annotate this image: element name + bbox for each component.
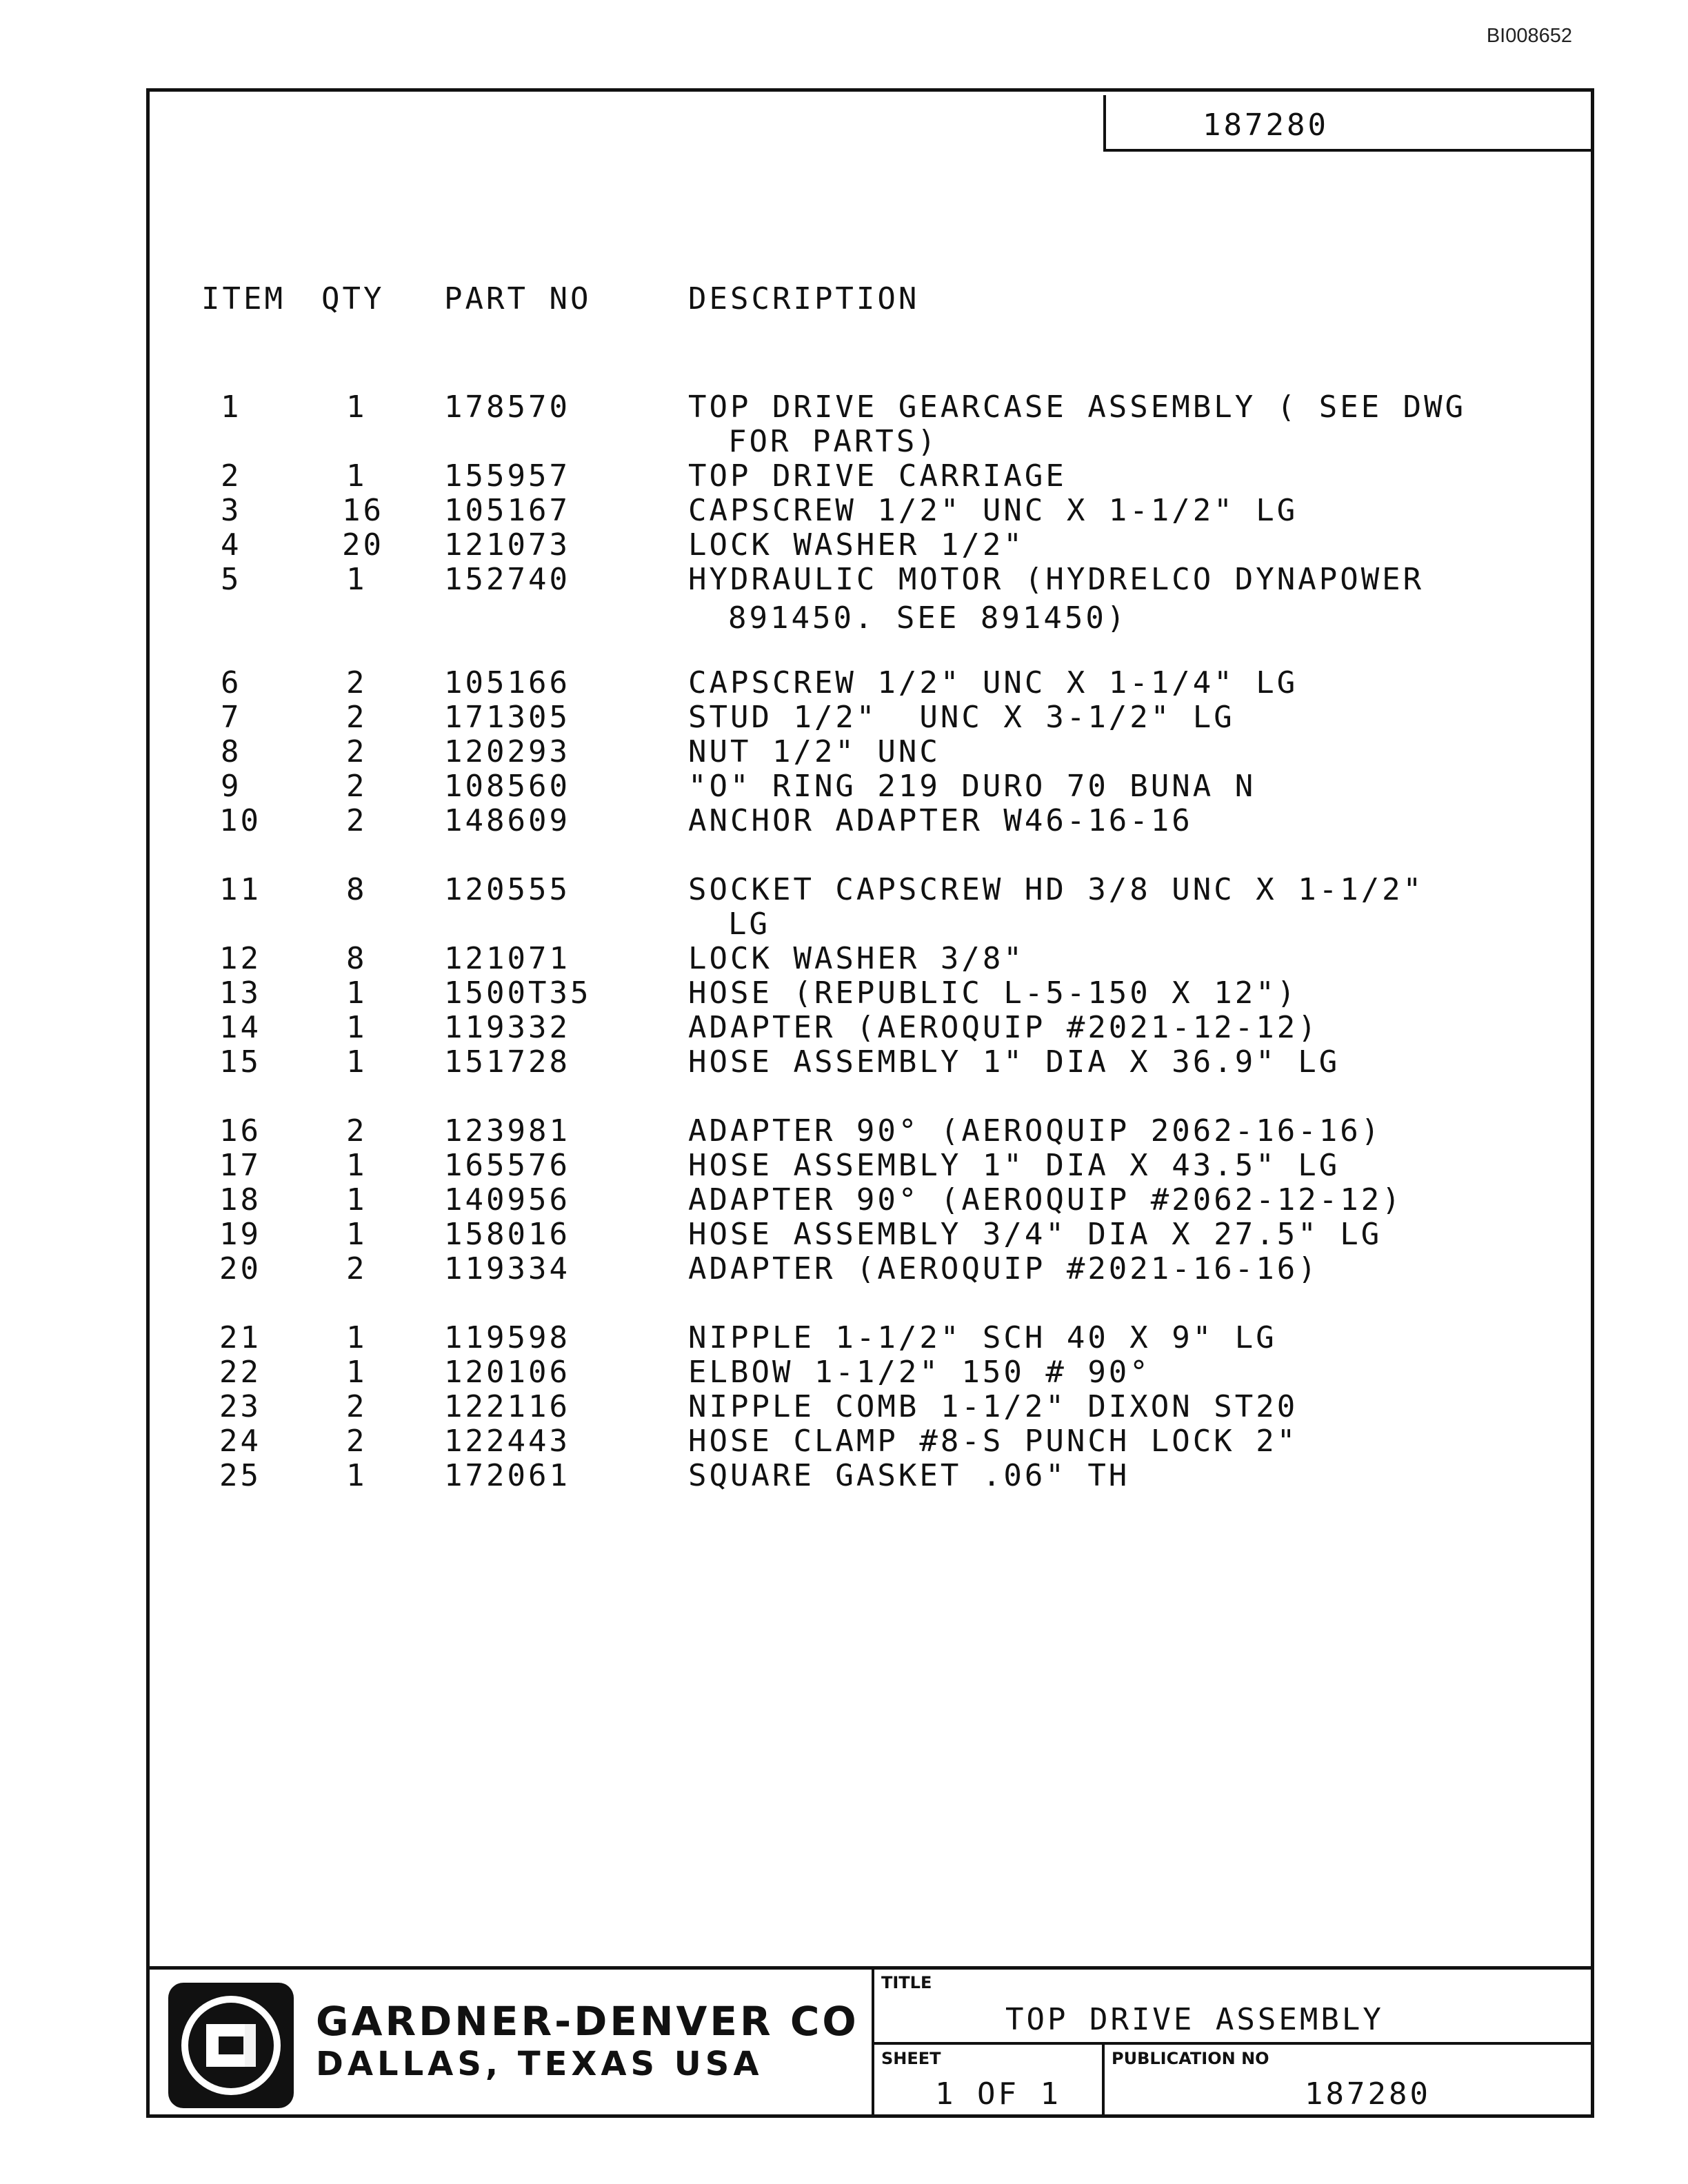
part-number: 151728 bbox=[444, 1044, 570, 1080]
quantity: 2 bbox=[346, 734, 368, 769]
publication-number: 187280 bbox=[1305, 2076, 1431, 2112]
part-number: 119334 bbox=[444, 1251, 570, 1286]
part-description: CAPSCREW 1/2" UNC X 1-1/4" LG bbox=[688, 665, 1298, 700]
item-number: 10 bbox=[219, 803, 261, 838]
quantity: 2 bbox=[346, 665, 368, 700]
part-description: HOSE ASSEMBLY 3/4" DIA X 27.5" LG bbox=[688, 1217, 1383, 1252]
part-number: 1500T35 bbox=[444, 975, 592, 1011]
part-description: CAPSCREW 1/2" UNC X 1-1/2" LG bbox=[688, 493, 1298, 528]
quantity: 2 bbox=[346, 700, 368, 735]
quantity: 2 bbox=[346, 1113, 368, 1149]
part-number: 165576 bbox=[444, 1148, 570, 1183]
part-description: ADAPTER 90° (AEROQUIP 2062-16-16) bbox=[688, 1113, 1383, 1149]
item-number: 1 bbox=[221, 390, 242, 425]
item-number: 25 bbox=[219, 1458, 261, 1493]
item-number: 14 bbox=[219, 1010, 261, 1045]
item-number: 22 bbox=[219, 1355, 261, 1390]
quantity: 2 bbox=[346, 803, 368, 838]
item-number: 11 bbox=[219, 872, 261, 907]
part-description: NIPPLE COMB 1-1/2" DIXON ST20 bbox=[688, 1389, 1298, 1424]
part-description: LOCK WASHER 3/8" bbox=[688, 941, 1025, 976]
part-number: 178570 bbox=[444, 390, 570, 425]
part-number: 120555 bbox=[444, 872, 570, 907]
quantity: 1 bbox=[346, 975, 368, 1011]
sheet-value: 1 OF 1 bbox=[935, 2076, 1061, 2112]
quantity: 2 bbox=[346, 1424, 368, 1459]
item-number: 24 bbox=[219, 1424, 261, 1459]
quantity: 16 bbox=[342, 493, 384, 528]
item-number: 16 bbox=[219, 1113, 261, 1149]
part-description: ELBOW 1-1/2" 150 # 90° bbox=[688, 1355, 1151, 1390]
quantity: 1 bbox=[346, 1010, 368, 1045]
part-description: ADAPTER 90° (AEROQUIP #2062-12-12) bbox=[688, 1182, 1403, 1217]
drawing-title: TOP DRIVE ASSEMBLY bbox=[1005, 2002, 1384, 2037]
item-number: 23 bbox=[219, 1389, 261, 1424]
title-block-top-rule bbox=[146, 1966, 1594, 1970]
part-number: 155957 bbox=[444, 458, 570, 494]
part-number: 158016 bbox=[444, 1217, 570, 1252]
document-id: BI008652 bbox=[1486, 25, 1572, 47]
part-description: HOSE (REPUBLIC L-5-150 X 12") bbox=[688, 975, 1298, 1011]
quantity: 20 bbox=[342, 527, 384, 563]
column-header-part-no: PART NO bbox=[444, 281, 592, 316]
item-number: 5 bbox=[221, 562, 242, 597]
part-number: 121073 bbox=[444, 527, 570, 563]
item-number: 15 bbox=[219, 1044, 261, 1080]
quantity: 8 bbox=[346, 941, 368, 976]
part-description: ANCHOR ADAPTER W46-16-16 bbox=[688, 803, 1193, 838]
quantity: 1 bbox=[346, 562, 368, 597]
part-number: 122116 bbox=[444, 1389, 570, 1424]
part-number: 121071 bbox=[444, 941, 570, 976]
part-description: TOP DRIVE GEARCASE ASSEMBLY ( SEE DWG bbox=[688, 390, 1467, 425]
item-number: 20 bbox=[219, 1251, 261, 1286]
part-number: 122443 bbox=[444, 1424, 570, 1459]
part-description: LOCK WASHER 1/2" bbox=[688, 527, 1025, 563]
quantity: 1 bbox=[346, 390, 368, 425]
item-number: 7 bbox=[221, 700, 242, 735]
gardner-denver-logo bbox=[168, 1983, 294, 2108]
part-description: NUT 1/2" UNC bbox=[688, 734, 941, 769]
part-description-continued: 891450. SEE 891450) bbox=[728, 600, 1128, 636]
part-number: 119598 bbox=[444, 1320, 570, 1355]
part-number: 105166 bbox=[444, 665, 570, 700]
quantity: 1 bbox=[346, 1182, 368, 1217]
publication-number-top: 187280 bbox=[1203, 108, 1329, 143]
quantity: 2 bbox=[346, 769, 368, 804]
part-number: 148609 bbox=[444, 803, 570, 838]
part-description: NIPPLE 1-1/2" SCH 40 X 9" LG bbox=[688, 1320, 1277, 1355]
part-number: 172061 bbox=[444, 1458, 570, 1493]
publication-label: PUBLICATION NO bbox=[1112, 2049, 1269, 2068]
part-number: 140956 bbox=[444, 1182, 570, 1217]
part-description: HYDRAULIC MOTOR (HYDRELCO DYNAPOWER bbox=[688, 562, 1425, 597]
part-number: 171305 bbox=[444, 700, 570, 735]
part-description: ADAPTER (AEROQUIP #2021-16-16) bbox=[688, 1251, 1319, 1286]
item-number: 17 bbox=[219, 1148, 261, 1183]
item-number: 9 bbox=[221, 769, 242, 804]
part-description: HOSE ASSEMBLY 1" DIA X 36.9" LG bbox=[688, 1044, 1340, 1080]
quantity: 2 bbox=[346, 1389, 368, 1424]
part-description-continued: FOR PARTS) bbox=[728, 424, 938, 459]
column-header-qty: QTY bbox=[321, 281, 385, 316]
part-description: "O" RING 219 DURO 70 BUNA N bbox=[688, 769, 1256, 804]
item-number: 8 bbox=[221, 734, 242, 769]
title-label: TITLE bbox=[881, 1973, 932, 1992]
quantity: 1 bbox=[346, 1148, 368, 1183]
item-number: 3 bbox=[221, 493, 242, 528]
title-block-row-divider bbox=[872, 2042, 1594, 2045]
quantity: 2 bbox=[346, 1251, 368, 1286]
item-number: 6 bbox=[221, 665, 242, 700]
part-number: 152740 bbox=[444, 562, 570, 597]
part-number: 123981 bbox=[444, 1113, 570, 1149]
part-description: SOCKET CAPSCREW HD 3/8 UNC X 1-1/2" bbox=[688, 872, 1425, 907]
quantity: 1 bbox=[346, 1217, 368, 1252]
part-description-continued: LG bbox=[728, 907, 770, 942]
part-description: STUD 1/2" UNC X 3-1/2" LG bbox=[688, 700, 1235, 735]
part-number: 120293 bbox=[444, 734, 570, 769]
company-location: DALLAS, TEXAS USA bbox=[316, 2045, 763, 2083]
item-number: 18 bbox=[219, 1182, 261, 1217]
company-name: GARDNER-DENVER CO bbox=[316, 1998, 859, 2045]
publication-number-box bbox=[1103, 95, 1594, 152]
item-number: 19 bbox=[219, 1217, 261, 1252]
item-number: 13 bbox=[219, 975, 261, 1011]
item-number: 21 bbox=[219, 1320, 261, 1355]
part-description: HOSE CLAMP #8-S PUNCH LOCK 2" bbox=[688, 1424, 1298, 1459]
item-number: 4 bbox=[221, 527, 242, 563]
part-number: 120106 bbox=[444, 1355, 570, 1390]
column-header-item: ITEM bbox=[201, 281, 285, 316]
sheet-label: SHEET bbox=[881, 2049, 941, 2068]
part-description: ADAPTER (AEROQUIP #2021-12-12) bbox=[688, 1010, 1319, 1045]
quantity: 1 bbox=[346, 458, 368, 494]
title-block-column-divider bbox=[1102, 2042, 1105, 2118]
quantity: 1 bbox=[346, 1458, 368, 1493]
quantity: 8 bbox=[346, 872, 368, 907]
quantity: 1 bbox=[346, 1355, 368, 1390]
part-number: 108560 bbox=[444, 769, 570, 804]
item-number: 12 bbox=[219, 941, 261, 976]
part-description: SQUARE GASKET .06" TH bbox=[688, 1458, 1130, 1493]
part-number: 105167 bbox=[444, 493, 570, 528]
item-number: 2 bbox=[221, 458, 242, 494]
part-description: HOSE ASSEMBLY 1" DIA X 43.5" LG bbox=[688, 1148, 1340, 1183]
quantity: 1 bbox=[346, 1044, 368, 1080]
part-description: TOP DRIVE CARRIAGE bbox=[688, 458, 1067, 494]
part-number: 119332 bbox=[444, 1010, 570, 1045]
quantity: 1 bbox=[346, 1320, 368, 1355]
column-header-description: DESCRIPTION bbox=[688, 281, 920, 316]
